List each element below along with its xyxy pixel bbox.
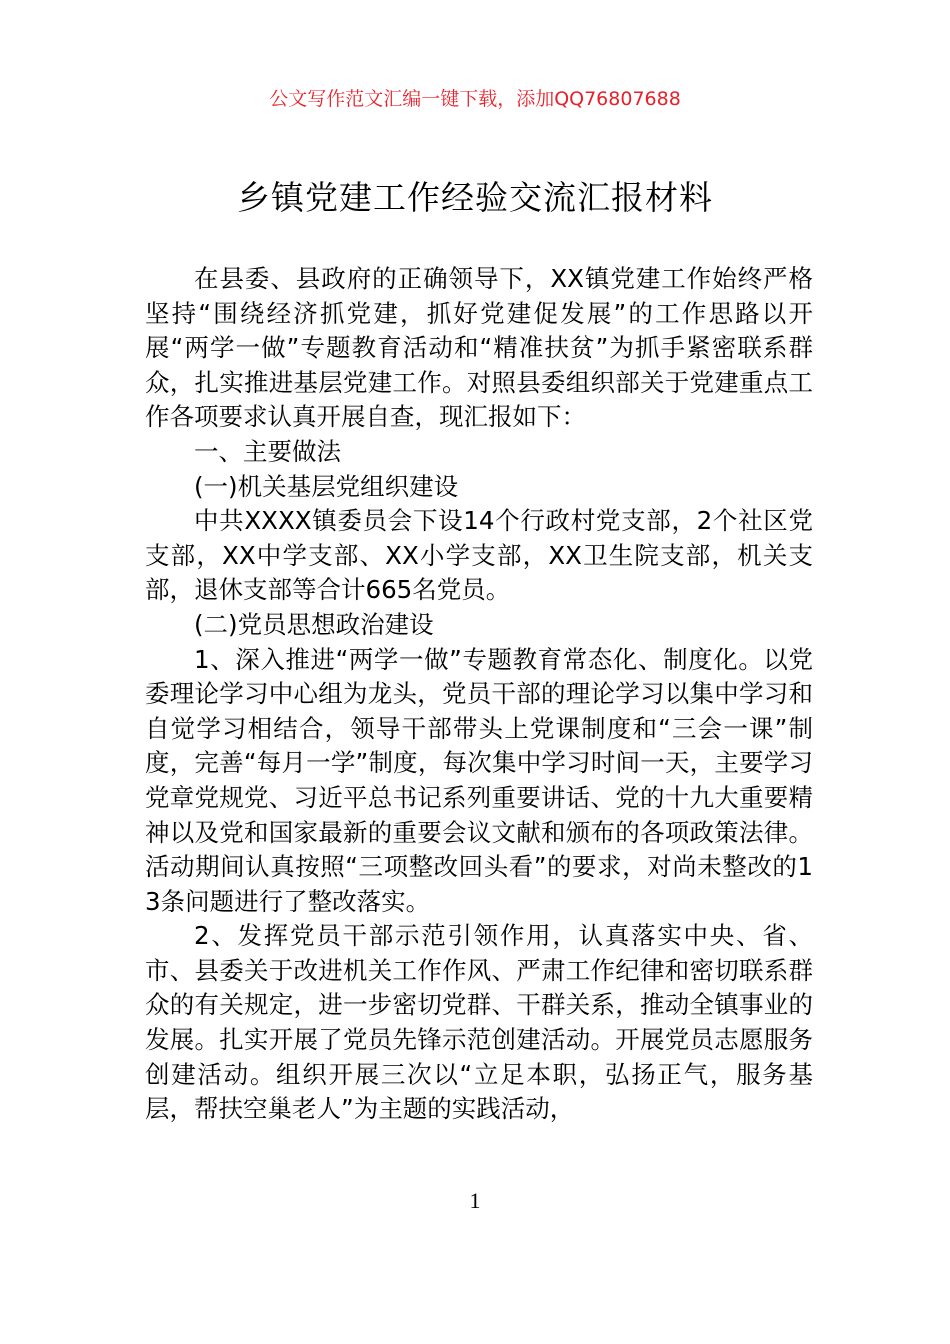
subsection-heading-ideology: (二)党员思想政治建设 xyxy=(194,609,434,639)
page-number: 1 xyxy=(469,1188,481,1213)
document-title: 乡镇党建工作经验交流汇报材料 xyxy=(237,178,713,217)
ideology-paragraph-2: 2、发挥党员干部示范引领作用，认真落实中央、省、市、县委关于改进机关工作作风、严肃工作纪律和密切联系群众的有关规定，进一步密切党群、干群关系，推动全镇事业的发展。扎实开展了党员先锋示范创建活动。开展党员志愿服务创建活动。组织开展三次以“立足本职，弘扬正气，服务基层，帮扶空巢老人”为主题的实践活动， xyxy=(145,921,813,1124)
section-heading-main-practices: 一、主要做法 xyxy=(194,436,341,466)
download-watermark-header: 公文写作范文汇编一键下载，添加QQ76807688 xyxy=(269,88,681,110)
subsection-heading-organization: (一)机关基层党组织建设 xyxy=(194,471,459,501)
intro-paragraph: 在县委、县政府的正确领导下，XX镇党建工作始终严格坚持“围绕经济抓党建，抓好党建促发展”的工作思路以开展“两学一做”专题教育活动和“精准扶贫”为抓手紧密联系群众，扎实推进基层党建工作。对照县委组织部关于党建重点工作各项要求认真开展自查，现汇报如下： xyxy=(145,264,813,432)
ideology-paragraph-1: 1、深入推进“两学一做”专题教育常态化、制度化。以党委理论学习中心组为龙头，党员干部的理论学习以集中学习和自觉学习相结合，领导干部带头上党课制度和“三会一课”制度，完善“每月一学”制度，每次集中学习时间一天，主要学习党章党规党、习近平总书记系列重要讲话、党的十九大重要精神以及党和国家最新的重要会议文献和颁布的各项政策法律。活动期间认真按照“三项整改回头看”的要求，对尚未整改的13条问题进行了整改落实。 xyxy=(145,644,813,916)
document-body xyxy=(145,262,813,1127)
organization-paragraph: 中共XXXX镇委员会下设14个行政村党支部，2个社区党支部，XX中学支部、XX小学支部，XX卫生院支部，机关支部，退休支部等合计665名党员。 xyxy=(145,506,813,605)
